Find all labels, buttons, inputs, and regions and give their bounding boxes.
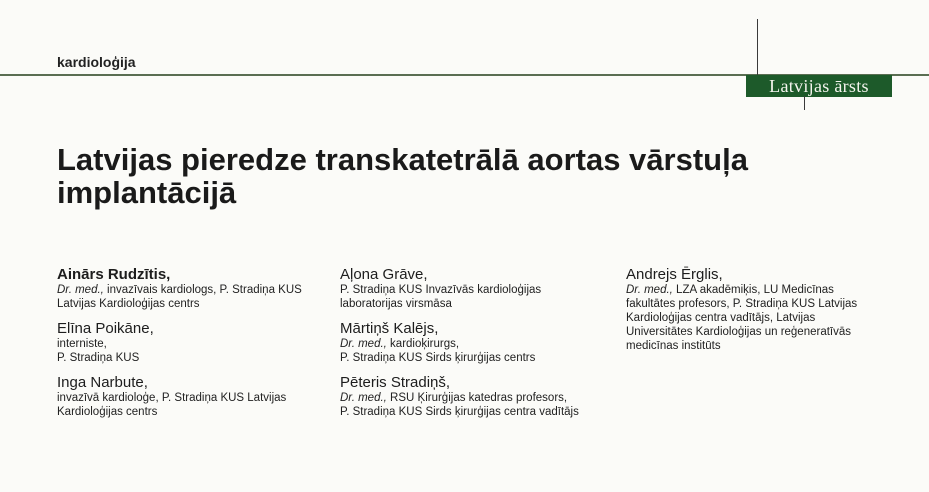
author-degree: Dr. med., xyxy=(57,284,104,296)
author-affiliation: Dr. med., invazīvais kardiologs, P. Stradiņa KUS Latvijas Kardioloģijas centrs xyxy=(57,284,302,310)
author-affiliation: interniste, P. Stradiņa KUS xyxy=(57,338,140,364)
author-entry xyxy=(340,320,615,365)
author-entry xyxy=(340,266,615,311)
section-label: kardioloģija xyxy=(57,54,136,70)
author-entry xyxy=(340,374,615,419)
title-line-2: implantācijā xyxy=(57,175,237,210)
author-affiliation: P. Stradiņa KUS Invazīvās kardioloģijas laboratorijas virsmāsa xyxy=(340,284,542,310)
author-affiliation: Dr. med., RSU Ķirurģijas katedras profesors, P. Stradiņa KUS Sirds ķirurģijas centra vadītājs xyxy=(340,392,579,418)
author-name: Ainārs Rudzītis, xyxy=(57,266,171,283)
author-degree: Dr. med., xyxy=(626,284,673,296)
author-name: Mārtiņš Kalējs, xyxy=(340,320,439,337)
author-entry xyxy=(626,266,906,353)
author-name: Inga Narbute, xyxy=(57,374,148,391)
brand-vertical-line xyxy=(757,19,758,75)
author-name: Pēteris Stradiņš, xyxy=(340,374,451,391)
title-line-1: Latvijas pieredze transkatetrālā aortas vārstuļa xyxy=(57,142,748,177)
journal-brand: Latvijas ārsts xyxy=(746,75,892,97)
brand-vertical-line-lower xyxy=(804,96,805,110)
author-affiliation: Dr. med., kardioķirurgs, P. Stradiņa KUS Sirds ķirurģijas centrs xyxy=(340,338,536,364)
author-degree: Dr. med., xyxy=(340,338,387,350)
author-name: Andrejs Ērglis, xyxy=(626,266,723,283)
author-name: Aļona Grāve, xyxy=(340,266,428,283)
authors-column-1 xyxy=(57,266,327,428)
author-entry xyxy=(57,266,327,311)
author-name: Elīna Poikāne, xyxy=(57,320,154,337)
author-degree: Dr. med., xyxy=(340,392,387,404)
author-entry xyxy=(57,374,327,419)
article-title xyxy=(57,143,857,209)
author-affiliation: Dr. med., LZA akadēmiķis, LU Medicīnas fakultātes profesors, P. Stradiņa KUS Latvijas Kardioloģijas centra vadītājs, Latvijas Universitātes Kardioloģijas un reģeneratīvās medicīnas institūts xyxy=(626,284,858,352)
authors-column-2 xyxy=(340,266,615,428)
author-affiliation: invazīvā kardioloģe, P. Stradiņa KUS Latvijas Kardioloģijas centrs xyxy=(57,392,287,418)
authors-column-3 xyxy=(626,266,906,362)
author-entry xyxy=(57,320,327,365)
